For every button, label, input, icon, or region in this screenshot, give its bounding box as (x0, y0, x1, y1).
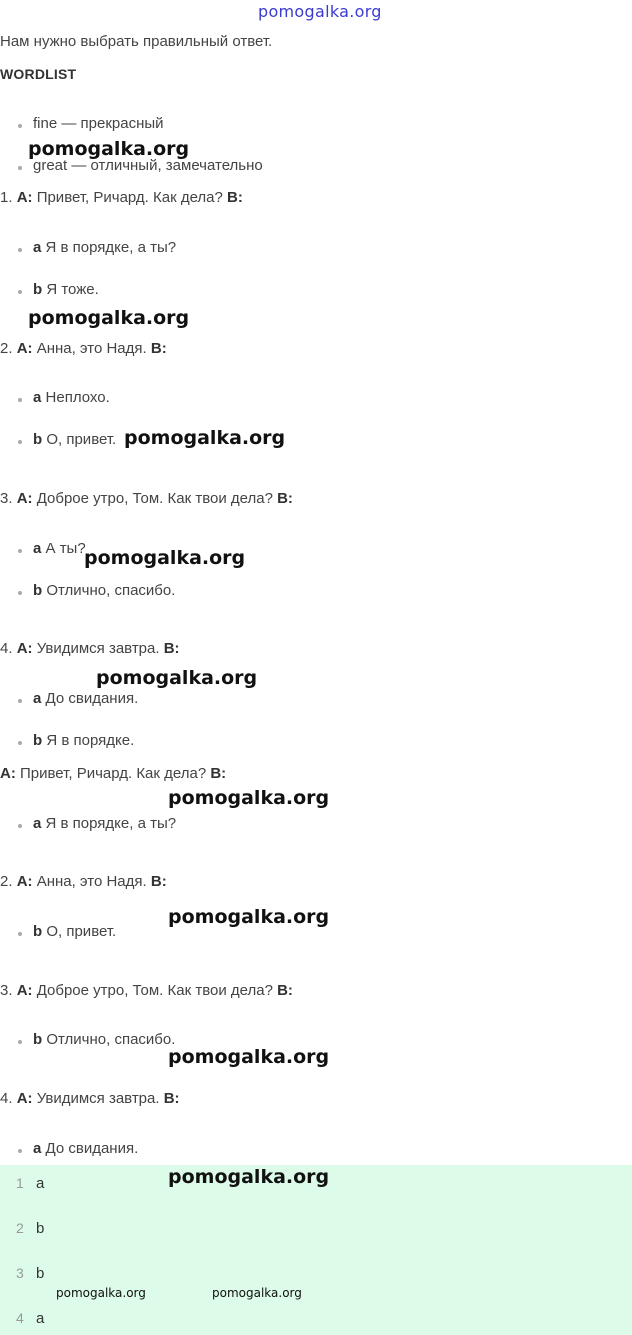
option-2a: a Неплохо. (33, 389, 110, 406)
watermark: pomogalka.org (124, 427, 286, 449)
watermark: pomogalka.org (168, 787, 330, 809)
correct-question-2: 2. A: Анна, это Надя. B: (0, 873, 167, 890)
bullet-icon (18, 248, 22, 252)
correct-option-4: a До свидания. (33, 1140, 139, 1157)
watermark: pomogalka.org (28, 138, 190, 160)
bullet-icon (18, 1149, 22, 1153)
bullet-icon (18, 1040, 22, 1044)
question-4: 4. A: Увидимся завтра. B: (0, 640, 180, 657)
watermark: pomogalka.org (56, 1286, 146, 1300)
correct-question-3: 3. A: Доброе утро, Том. Как твои дела? B: (0, 982, 293, 999)
watermark-top: pomogalka.org (258, 2, 382, 21)
watermark: pomogalka.org (168, 1166, 330, 1188)
option-1b: b Я тоже. (33, 281, 99, 298)
option-1a: a Я в порядке, а ты? (33, 239, 177, 256)
option-3a: a А ты? (33, 540, 86, 557)
watermark: pomogalka.org (28, 307, 190, 329)
bullet-icon (18, 824, 22, 828)
bullet-icon (18, 932, 22, 936)
bullet-icon (18, 290, 22, 294)
question-2: 2. A: Анна, это Надя. B: (0, 340, 167, 357)
option-3b: b Отлично, спасибо. (33, 582, 176, 599)
correct-question-4: 4. A: Увидимся завтра. B: (0, 1090, 180, 1107)
wordlist-item: fine — прекрасный (33, 115, 164, 132)
watermark: pomogalka.org (168, 906, 330, 928)
correct-option-1: a Я в порядке, а ты? (33, 815, 177, 832)
option-2b: b О, привет. (33, 431, 117, 448)
watermark: pomogalka.org (96, 667, 258, 689)
bullet-icon (18, 124, 22, 128)
correct-option-2: b О, привет. (33, 923, 117, 940)
bullet-icon (18, 549, 22, 553)
bullet-icon (18, 699, 22, 703)
watermark: pomogalka.org (84, 547, 246, 569)
bullet-icon (18, 591, 22, 595)
watermark: pomogalka.org (168, 1046, 330, 1068)
wordlist-item: great — отличный, замечательно (33, 157, 263, 174)
bullet-icon (18, 166, 22, 170)
intro-text: Нам нужно выбрать правильный ответ. (0, 33, 273, 50)
correct-question-1: A: Привет, Ричард. Как дела? B: (0, 765, 227, 782)
wordlist-title: WORDLIST (0, 66, 77, 82)
watermark: pomogalka.org (212, 1286, 302, 1300)
answers-block: 1 a 2 b 3 b 4 a (0, 1165, 632, 1335)
correct-option-3: b Отлично, спасибо. (33, 1031, 176, 1048)
question-1: 1. A: Привет, Ричард. Как дела? B: (0, 189, 243, 206)
question-3: 3. A: Доброе утро, Том. Как твои дела? B: (0, 490, 293, 507)
option-4a: a До свидания. (33, 690, 139, 707)
bullet-icon (18, 741, 22, 745)
bullet-icon (18, 398, 22, 402)
option-4b: b Я в порядке. (33, 732, 135, 749)
bullet-icon (18, 440, 22, 444)
